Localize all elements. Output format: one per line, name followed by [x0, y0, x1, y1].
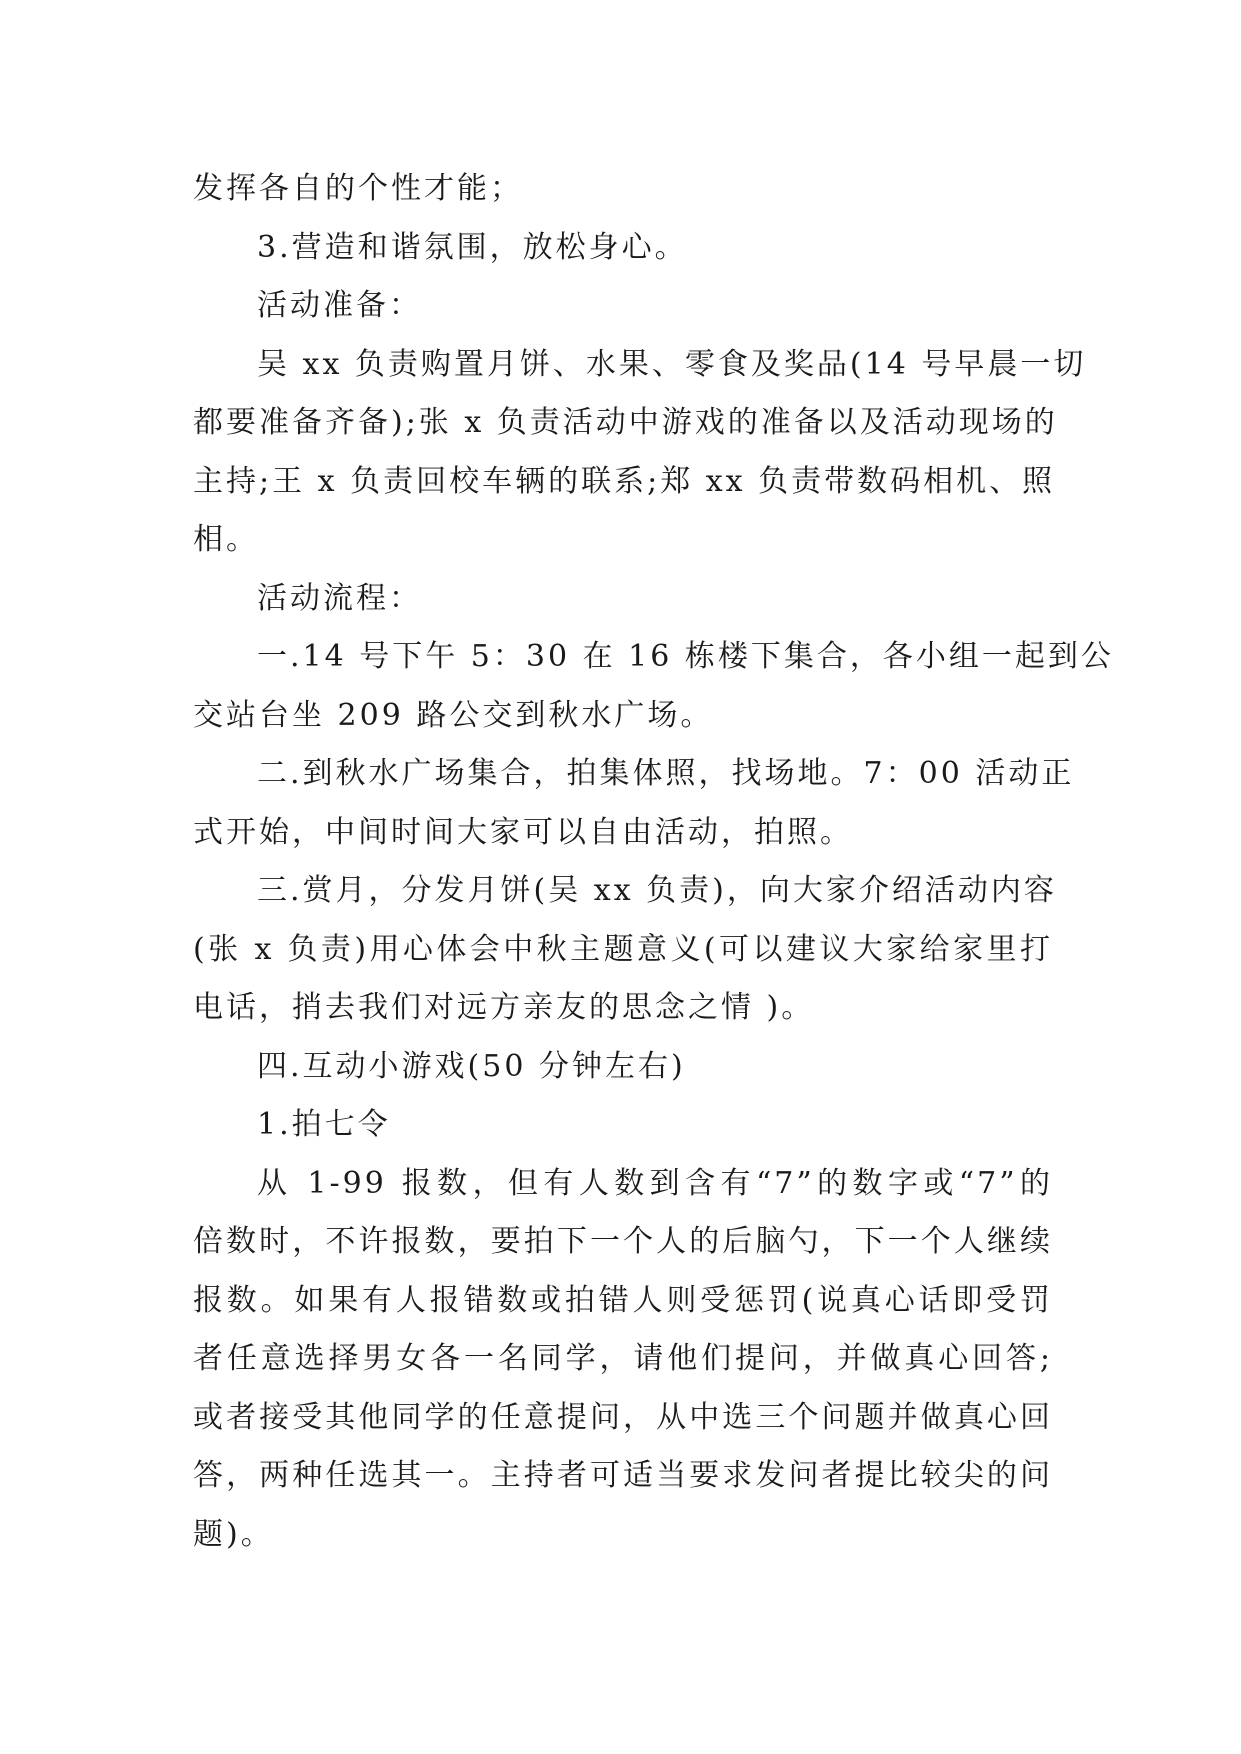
paragraph-line: 三.赏月，分发月饼(吴 xx 负责)，向大家介绍活动内容	[257, 873, 1057, 908]
section-heading: 活动准备：	[257, 288, 422, 323]
paragraph-line: 倍数时，不许报数，要拍下一个人的后脑勺，下一个人继续	[193, 1224, 1053, 1259]
paragraph-line: 吴 xx 负责购置月饼、水果、零食及奖品(14 号早晨一切	[257, 346, 1087, 382]
paragraph-line: (张 x 负责)用心体会中秋主题意义(可以建议大家给家里打	[193, 931, 1053, 967]
paragraph-line: 二.到秋水广场集合，拍集体照，找场地。7：00 活动正	[257, 756, 1075, 791]
paragraph-line: 交站台坐 209 路公交到秋水广场。	[193, 697, 714, 733]
paragraph-line: 或者接受其他同学的任意提问，从中选三个问题并做真心回	[193, 1399, 1053, 1435]
paragraph-line: 从 1-99 报数，但有人数到含有“7”的数字或“7”的	[257, 1165, 1053, 1201]
paragraph-line: 1.拍七令	[257, 1107, 391, 1142]
section-heading: 活动流程：	[257, 580, 422, 616]
paragraph-line: 主持;王 x 负责回校车辆的联系;郑 xx 负责带数码相机、照	[193, 463, 1056, 499]
paragraph-line: 3.营造和谐氛围，放松身心。	[257, 229, 688, 265]
paragraph-line: 式开始，中间时间大家可以自由活动，拍照。	[193, 814, 853, 850]
paragraph-line: 者任意选择男女各一名同学，请他们提问，并做真心回答;	[193, 1341, 1053, 1376]
paragraph-line: 电话，捎去我们对远方亲友的思念之情 )。	[193, 990, 815, 1025]
paragraph-line: 发挥各自的个性才能；	[193, 171, 523, 206]
document-body	[193, 160, 1114, 1564]
paragraph-line: 答，两种任选其一。主持者可适当要求发问者提比较尖的问	[193, 1458, 1053, 1493]
paragraph-line: 都要准备齐备);张 x 负责活动中游戏的准备以及活动现场的	[193, 405, 1058, 440]
paragraph-line: 相。	[193, 522, 259, 557]
paragraph-line: 报数。如果有人报错数或拍错人则受惩罚(说真心话即受罚	[193, 1282, 1053, 1318]
paragraph-line: 题)。	[193, 1516, 274, 1552]
paragraph-line: 四.互动小游戏(50 分钟左右)	[257, 1048, 686, 1084]
paragraph-line: 一.14 号下午 5：30 在 16 栋楼下集合，各小组一起到公	[257, 639, 1114, 674]
